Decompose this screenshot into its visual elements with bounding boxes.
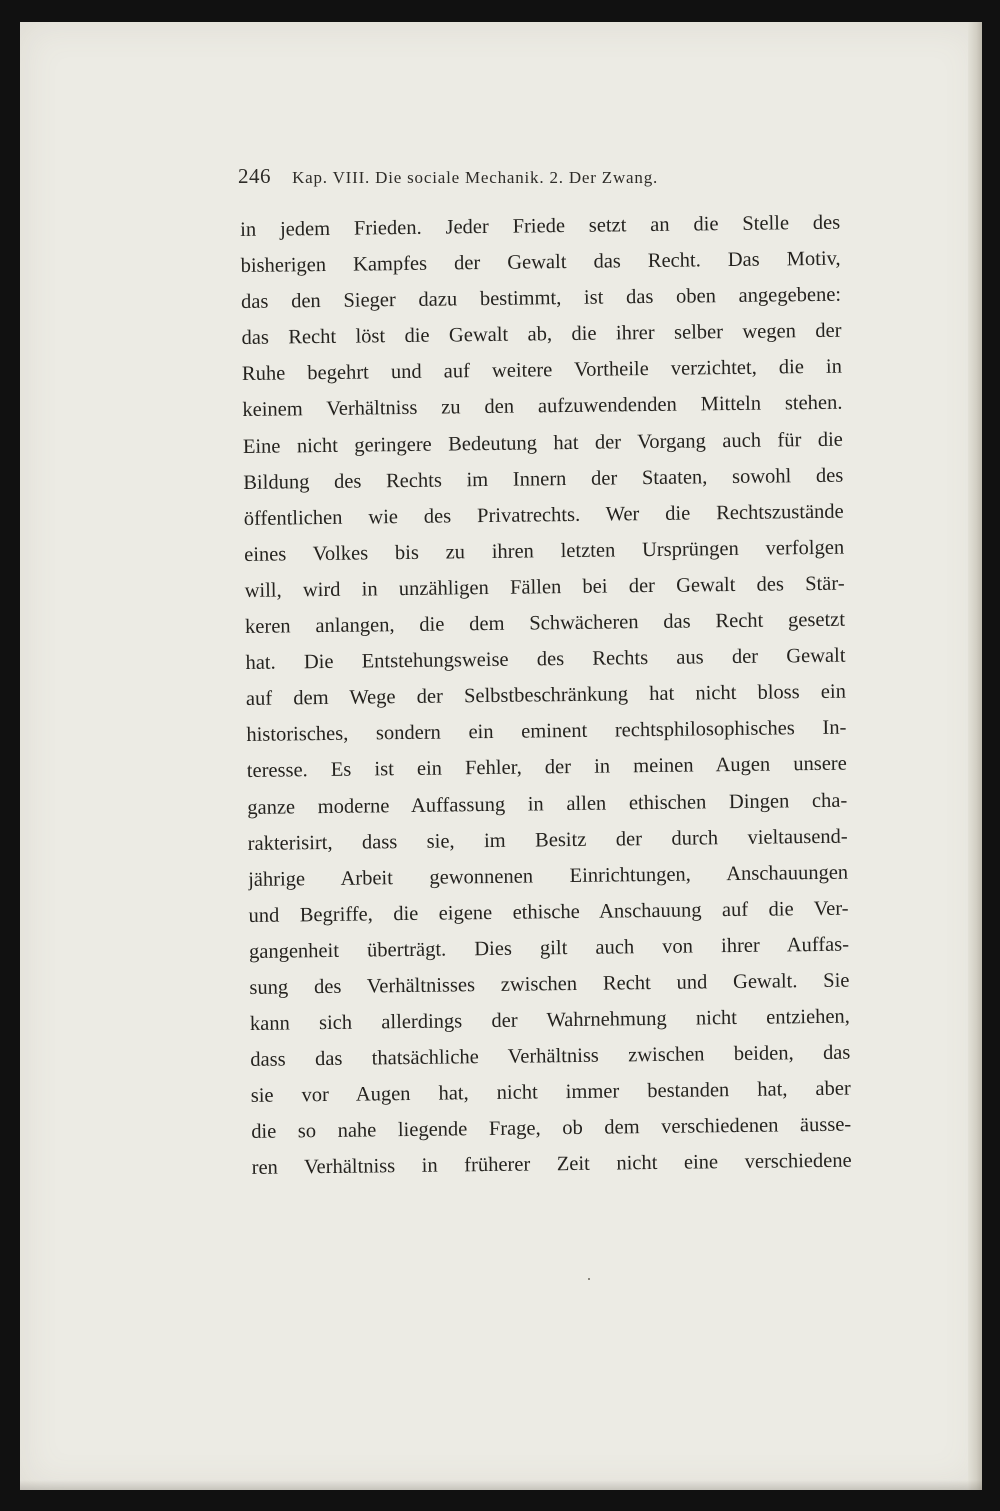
text-line: jährige Arbeit gewonnenen Einrichtungen, Anschauungen [248,861,849,891]
text-line: bisherigen Kampfes der Gewalt das Recht. Das Motiv, [240,247,841,278]
text-line: das den Sieger dazu bestimmt, ist das oben angegebene: [240,283,842,314]
text-line: Eine nicht geringere Bedeutung hat der Vorgang auch für die [242,428,843,458]
text-line: und Begriffe, die eigene ethische Anschauung auf die Ver- [248,897,849,927]
text-line: das Recht löst die Gewalt ab, die ihrer selber wegen der [241,319,842,350]
text-line: teresse. Es ist ein Fehler, der in meinen Augen unsere [246,753,847,783]
text-line: ren Verhältniss in früherer Zeit nicht eine verschiedene [251,1150,852,1180]
text-line: ganze moderne Auffassung in allen ethischen Dingen cha- [247,789,848,819]
text-line: öffentlichen wie des Privatrechts. Wer die Rechtszustände [243,500,844,530]
text-line: keren anlangen, die dem Schwächeren das Recht gesetzt [244,608,846,638]
text-line: hat. Die Entstehungsweise des Rechts aus der Gewalt [245,644,846,675]
text-line: auf dem Wege der Selbstbeschränkung hat nicht bloss ein [245,680,847,711]
chapter-heading: Kap. VIII. Die sociale Mechanik. 2. Der Zwang. [292,168,659,187]
text-line: historisches, sondern ein eminent rechtsphilosophisches In- [246,716,847,747]
text-line: will, wird in unzähligen Fällen bei der Gewalt des Stär- [244,572,845,602]
text-line: Bildung des Rechts im Innern der Staaten, sowohl des [243,464,844,494]
text-line: eines Volkes bis zu ihren letzten Ursprüngen verfolgen [244,536,845,566]
text-line: sie vor Augen hat, nicht immer bestanden hat, aber [250,1077,851,1108]
text-line: gangenheit überträgt. Dies gilt auch von ihrer Auffas- [248,933,850,963]
text-line: Ruhe begehrt und auf weitere Vortheile verzichtet, die in [241,356,843,386]
text-line: rakterisirt, dass sie, im Besitz der durch vieltausend- [247,825,848,855]
page-edge [968,22,982,1490]
page-number: 246 [238,164,271,188]
page-bottom-shadow [20,1480,982,1490]
text-line: dass das thatsächliche Verhältniss zwischen beiden, das [250,1041,851,1072]
text-line: die so nahe liegende Frage, ob dem verschiedenen äusse- [251,1113,852,1144]
text-line: kann sich allerdings der Wahrnehmung nicht entziehen, [249,1005,851,1036]
text-line: sung des Verhältnisses zwischen Recht und Gewalt. Sie [249,969,850,999]
paper-speck [588,1278,590,1280]
text-line: in jedem Frieden. Jeder Friede setzt an die Stelle des [240,211,841,241]
running-head [238,164,758,194]
body-text [240,205,852,1187]
text-line: keinem Verhältniss zu den aufzuwendenden Mitteln stehen. [242,392,843,422]
